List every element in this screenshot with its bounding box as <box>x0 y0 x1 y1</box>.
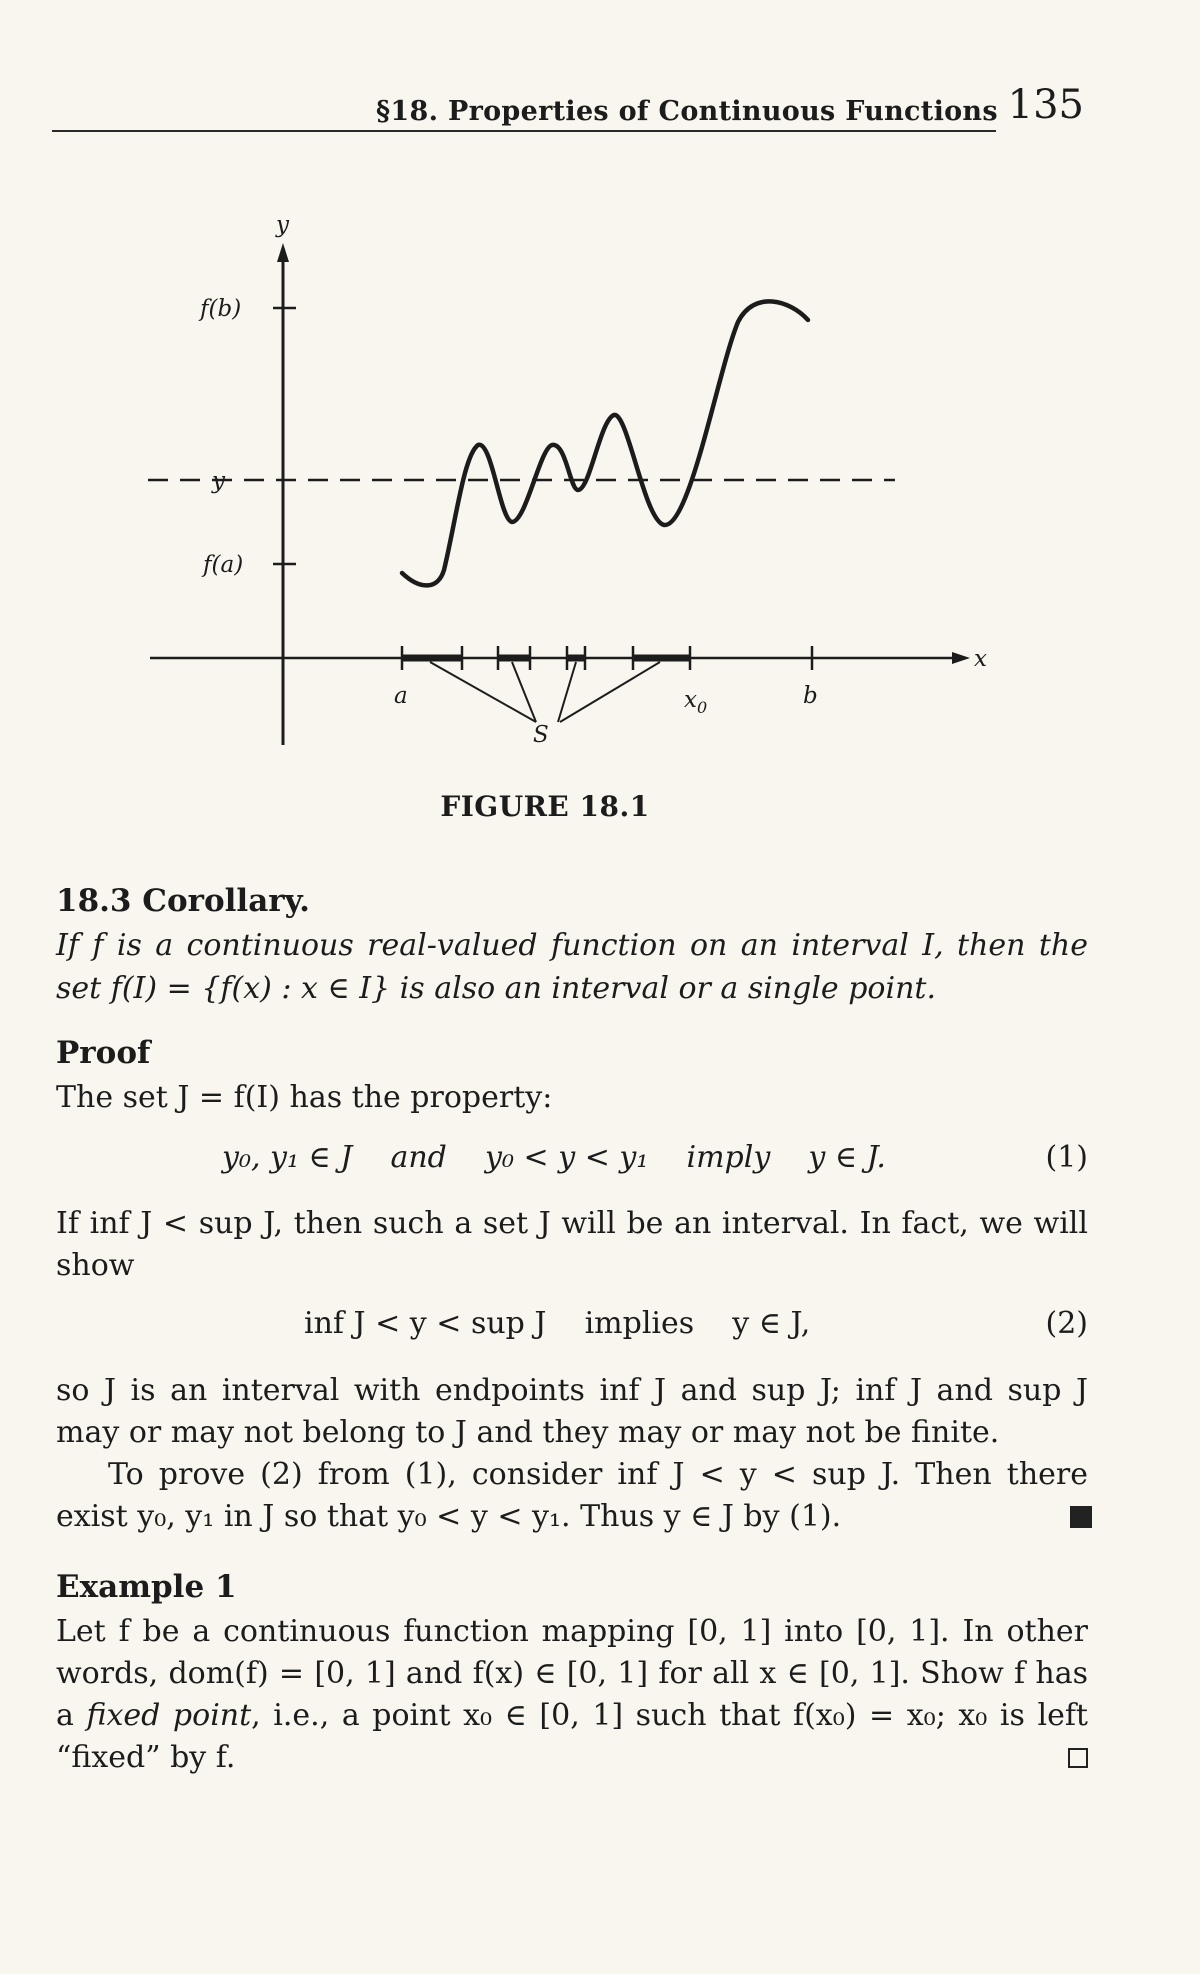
example-line-1: Let f be a continuous function mapping [0, 1] into [0, 1]. In other <box>56 1614 1088 1649</box>
example-line-3-end: , i.e., a point x₀ ∈ [0, 1] such that f(x₀) = x₀; x₀ is left <box>251 1698 1088 1733</box>
example-heading: Example 1 <box>56 1569 237 1605</box>
example-line-3 <box>56 1694 1088 1737</box>
equation-1-number: (1) <box>1045 1140 1088 1175</box>
x-axis-arrow <box>952 652 970 664</box>
running-head: §18. Properties of Continuous Functions <box>376 96 998 127</box>
tick-label-fb: f(b) <box>200 296 242 322</box>
proof-heading: Proof <box>56 1035 151 1071</box>
page-number: 135 <box>1007 82 1084 128</box>
equation-1: y₀, y₁ ∈ J and y₀ < y < y₁ imply y ∈ J. <box>222 1140 886 1175</box>
tick-label-y: y <box>212 468 225 494</box>
label-S: S <box>533 722 549 748</box>
proof-line-6: To prove (2) from (1), consider inf J < y < sup J. Then there <box>108 1457 1088 1492</box>
proof-line-3: show <box>56 1248 135 1283</box>
example-line-2: words, dom(f) = [0, 1] and f(x) ∈ [0, 1] for all x ∈ [0, 1]. Show f has <box>56 1656 1088 1691</box>
corollary-statement-line-1: If f is a continuous real-valued function on an interval I, then the <box>56 928 1088 963</box>
example-line-3-start: a <box>56 1698 87 1733</box>
y-axis-arrow <box>277 243 289 262</box>
proof-line-4: so J is an interval with endpoints inf J and sup J; inf J and sup J <box>56 1373 1088 1408</box>
function-curve <box>402 301 808 585</box>
proof-line-1: The set J = f(I) has the property: <box>56 1080 553 1115</box>
fixed-point-emphasis: fixed point <box>86 1698 252 1733</box>
equation-2: inf J < y < sup J implies y ∈ J, <box>304 1306 811 1341</box>
proof-line-7: exist y₀, y₁ in J so that y₀ < y < y₁. Thus y ∈ J by (1). <box>56 1499 842 1534</box>
x-axis-label: x <box>974 646 987 672</box>
example-line-4: “fixed” by f. <box>56 1740 236 1775</box>
corollary-statement-line-2: set f(I) = {f(x) : x ∈ I} is also an interval or a single point. <box>56 971 936 1006</box>
figure-caption: FIGURE 18.1 <box>440 790 650 823</box>
label-a: a <box>394 683 408 709</box>
s-pointer-lines <box>430 662 660 722</box>
corollary-heading: 18.3 Corollary. <box>56 883 310 919</box>
proof-line-5: may or may not belong to J and they may or may not be finite. <box>56 1415 1000 1450</box>
label-b: b <box>803 683 818 709</box>
y-axis-label: y <box>276 212 289 238</box>
tick-label-fa: f(a) <box>203 552 244 578</box>
qed-filled-square-icon <box>1070 1506 1092 1528</box>
label-x0: $x_0$ <box>684 687 708 717</box>
proof-line-2: If inf J < sup J, then such a set J will be an interval. In fact, we will <box>56 1206 1088 1241</box>
qed-hollow-square-icon <box>1068 1748 1088 1768</box>
figure-18-1 <box>0 0 1200 800</box>
equation-2-number: (2) <box>1045 1306 1088 1341</box>
